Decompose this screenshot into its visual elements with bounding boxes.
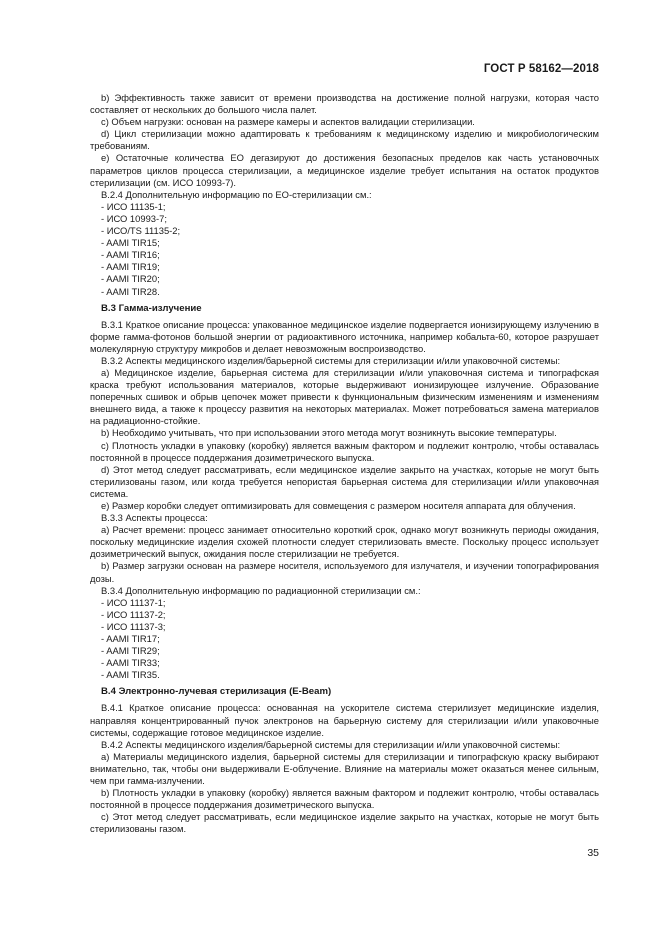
paragraph: В.4.2 Аспекты медицинского изделия/барьерной системы для стерилизации и/или упаковочной системы: [101, 738, 561, 750]
list-item: - ИСО 11137-2; [101, 608, 166, 620]
page-number: 35 [587, 847, 599, 859]
page-content [90, 92, 599, 835]
paragraph: d) Цикл стерилизации можно адаптировать к требованиям к медицинскому изделию и микробиологическим требованиям. [90, 128, 599, 152]
paragraph: e) Остаточные количества ЕО дегазируют до достижения безопасных пределов как часть установочных параметров циклов процесса стерилизации, а медицинское изделие требует испытания на остаток продуктов стерилизации (см. ИСО 10993-7). [90, 152, 599, 188]
list-item: - AAMI TIR15; [101, 237, 160, 249]
paragraph: a) Расчет времени: процесс занимает относительно короткий срок, однако могут возникнуть периоды ожидания, поскольку медицинские изделия схожей плотности следует стерилизовать вместе. Поскольку процесс использует дозиметрический выпуск, ожидания после стерилизации не требуется. [90, 524, 599, 560]
paragraph: В.3.3 Аспекты процесса: [101, 512, 208, 524]
paragraph: В.4.1 Краткое описание процесса: основанная на ускорителе система стерилизует медицинские изделия, направляя концентрированный пучок электронов на барьерную систему для стерилизации и/или упаковочные системы, содержащие готовое медицинское изделие. [90, 702, 599, 738]
section-heading: В.4 Электронно-лучевая стерилизация (E-Beam) [101, 686, 332, 698]
list-item: - AAMI TIR28. [101, 285, 160, 297]
paragraph: c) Объем нагрузки: основан на размере камеры и аспектов валидации стерилизации. [101, 116, 475, 128]
reference-list [90, 201, 599, 298]
list-item: - ИСО/TS 11135-2; [101, 225, 181, 237]
paragraph: d) Этот метод следует рассматривать, если медицинское изделие закрыто на участках, которые не могут быть стерилизованы газом, или когда требуется непористая барьерная система для стерилизации и/или упаковочная система. [90, 463, 599, 499]
list-item: - ИСО 11137-1; [101, 596, 166, 608]
list-item: - AAMI TIR33; [101, 657, 160, 669]
list-item: - AAMI TIR19; [101, 261, 160, 273]
reference-list [90, 597, 599, 682]
list-item: - AAMI TIR35. [101, 669, 160, 681]
paragraph: c) Плотность укладки в упаковку (коробку) является важным фактором и подлежит контролю, чтобы оставалась постоянной в процессе поддержания дозиметрического выпуска. [90, 439, 599, 463]
paragraph: e) Размер коробки следует оптимизировать для совмещения с размером носителя аппарата для облучения. [101, 500, 576, 511]
paragraph: a) Материалы медицинского изделия, барьерной системы для стерилизации и типографскую краску выбирают внимательно, так, чтобы они выдерживали Е-облучение. Влияние на материалы может оказаться менее сильным, чем при гамма-излучении. [90, 750, 599, 786]
paragraph: b) Необходимо учитывать, что при использовании этого метода могут возникнуть высокие температуры. [101, 427, 557, 439]
paragraph: В.3.2 Аспекты медицинского изделия/барьерной системы для стерилизации и/или упаковочной системы: [101, 354, 561, 366]
paragraph: a) Медицинское изделие, барьерная система для стерилизации и/или упаковочная система и типографская краска требуют использования материалов, которые выдерживают ионизирующее излучение. Образование поперечных сшивок и обрыв цепочек может привести к функциональным физическим изменениям и изменениям внешнего вида, а также к процессу развития на некоторых материалах. Может потребоваться замена материалов на радиационно-стойкие. [90, 366, 599, 427]
paragraph: В.2.4 Дополнительную информацию по ЕО-стерилизации см.: [101, 188, 372, 200]
list-item: - AAMI TIR16; [101, 249, 160, 261]
paragraph: b) Размер загрузки основан на размере носителя, используемого для излучателя, и изучении топографирования дозы. [90, 560, 599, 584]
list-item: - AAMI TIR20; [101, 273, 160, 285]
list-item: - AAMI TIR17; [101, 633, 160, 645]
section-heading: В.3 Гамма-излучение [101, 302, 202, 314]
document-id: ГОСТ Р 58162—2018 [483, 63, 599, 75]
list-item: - AAMI TIR29; [101, 645, 160, 657]
paragraph: b) Плотность укладки в упаковку (коробку) является важным фактором и подлежит контролю, чтобы оставалась постоянной в процессе поддержания дозиметрического выпуска. [90, 787, 599, 811]
list-item: - ИСО 11135-1; [101, 200, 166, 212]
paragraph: В.3.1 Краткое описание процесса: упакованное медицинское изделие подвергается ионизирующему излучению в форме гамма-фотонов большой энергии от радиоактивного источника, например кобальта-60, которое разрушает молекулярную структуру микробов и делает невозможным воспроизводство. [90, 318, 599, 354]
paragraph: b) Эффективность также зависит от времени производства на достижение полной нагрузки, которая часто составляет от нескольких до большого числа палет. [90, 92, 599, 116]
list-item: - ИСО 10993-7; [101, 212, 167, 224]
paragraph: В.3.4 Дополнительную информацию по радиационной стерилизации см.: [101, 584, 421, 596]
paragraph: c) Этот метод следует рассматривать, если медицинское изделие закрыто на участках, которые не могут быть стерилизованы газом. [90, 811, 599, 835]
list-item: - ИСО 11137-3; [101, 620, 166, 632]
